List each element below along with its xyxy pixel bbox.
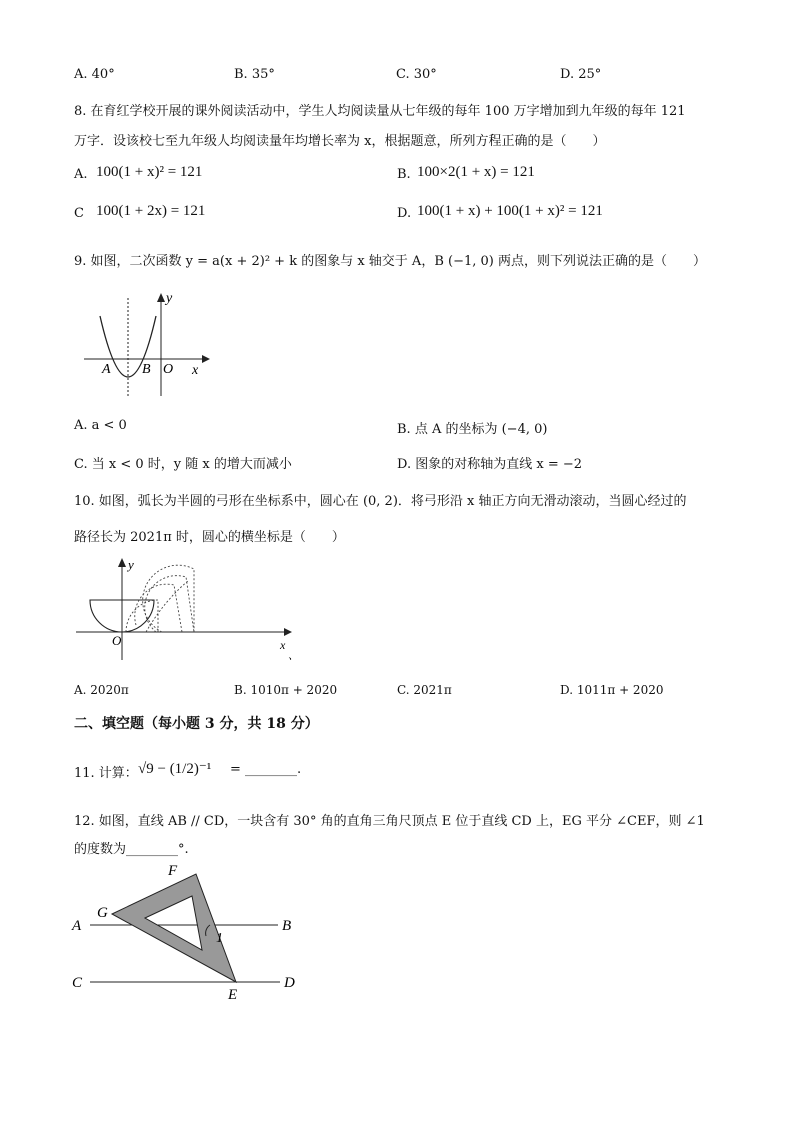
q7-option-c: C. 30° bbox=[396, 67, 437, 82]
q9-option-d: D. 图象的对称轴为直线 x = −2 bbox=[397, 457, 583, 472]
q9-option-c: C. 当 x < 0 时，y 随 x 的增大而减小 bbox=[74, 457, 292, 472]
q9-stem: 9. 如图，二次函数 y = a(x + 2)² + k 的图象与 x 轴交于 A，B (−1, 0) 两点，则下列说法正确的是（ ） bbox=[74, 254, 706, 269]
q10-option-c: C. 2021π bbox=[397, 683, 452, 697]
q8-option-a-label: A. bbox=[74, 167, 88, 182]
q10-y-arrow bbox=[118, 558, 126, 567]
q9-label-x: x bbox=[192, 363, 199, 378]
q10-segment-rolling-4 bbox=[143, 565, 194, 632]
q8-option-c: 100(1 + 2x) = 121 bbox=[96, 203, 206, 219]
q10-x-arrow bbox=[284, 628, 292, 636]
q9-parabola-figure bbox=[74, 288, 214, 403]
q10-option-d: D. 1011π + 2020 bbox=[560, 683, 664, 697]
q10-label-y: y bbox=[128, 557, 134, 572]
section-2-title: 二、填空题（每小题 3 分，共 18 分） bbox=[74, 716, 319, 732]
q9-label-y: y bbox=[166, 291, 173, 306]
q9-label-a: A bbox=[102, 362, 111, 377]
q11-prefix: 11. 计算： bbox=[74, 766, 138, 781]
q10-stem-line1: 10. 如图，弧长为半圆的弓形在坐标系中，圆心在 (0, 2)．将弓形沿 x 轴正方向无滑动滚动，当圆心经过的 bbox=[74, 494, 687, 509]
q12-label-a: A bbox=[72, 918, 82, 934]
q8-option-b: 100×2(1 + x) = 121 bbox=[417, 164, 535, 180]
q11-answer-blank: = ________. bbox=[230, 762, 302, 777]
q9-x-arrow bbox=[202, 355, 210, 363]
q12-label-e: E bbox=[228, 987, 238, 1003]
q9-option-b: B. 点 A 的坐标为 (−4, 0) bbox=[397, 422, 548, 437]
q12-label-b: B bbox=[282, 918, 292, 934]
q10-mark: 、 bbox=[288, 650, 299, 662]
q12-label-angle-1: 1 bbox=[216, 931, 223, 946]
q12-stem-line1: 12. 如图，直线 AB // CD，一块含有 30° 角的直角三角尺顶点 E 位于直线 CD 上，EG 平分 ∠CEF，则 ∠1 bbox=[74, 814, 705, 829]
q10-rolling-figure bbox=[76, 555, 299, 665]
q10-option-b: B. 1010π + 2020 bbox=[234, 683, 338, 697]
q10-label-o: O bbox=[112, 633, 122, 648]
q12-label-g: G bbox=[97, 905, 108, 921]
q7-option-a: A. 40° bbox=[74, 67, 115, 82]
q8-option-a: 100(1 + x)² = 121 bbox=[96, 164, 203, 180]
q10-stem-line2: 路径长为 2021π 时，圆心的横坐标是（ ） bbox=[74, 530, 345, 545]
q8-stem-line2: 万字．设该校七至九年级人均阅读量年均增长率为 x，根据题意，所列方程正确的是（ ） bbox=[74, 134, 606, 149]
q8-option-d-label: D. bbox=[397, 206, 412, 221]
q12-label-c: C bbox=[72, 975, 83, 991]
q8-stem-line1: 8. 在育红学校开展的课外阅读活动中，学生人均阅读量从七年级的每年 100 万字增加到九年级的每年 121 bbox=[74, 104, 686, 119]
q9-label-b: B bbox=[142, 362, 151, 377]
q8-option-c-label: C bbox=[74, 206, 84, 221]
q8-option-d: 100(1 + x) + 100(1 + x)² = 121 bbox=[417, 203, 603, 219]
q12-label-d: D bbox=[284, 975, 295, 991]
q10-option-a: A. 2020π bbox=[74, 683, 129, 697]
q8-option-b-label: B. bbox=[397, 167, 411, 182]
q12-set-square bbox=[112, 874, 236, 982]
q10-label-x: x bbox=[280, 638, 286, 652]
q11-expression: √9 − (1/2)⁻¹ bbox=[138, 761, 212, 777]
q7-option-d: D. 25° bbox=[560, 67, 602, 82]
q12-label-f: F bbox=[168, 863, 178, 879]
q12-triangle-figure bbox=[70, 860, 310, 1010]
q12-stem-line2: 的度数为________°. bbox=[74, 842, 189, 857]
q7-option-b: B. 35° bbox=[234, 67, 275, 82]
q9-label-o: O bbox=[163, 362, 174, 377]
q9-y-arrow bbox=[157, 293, 165, 302]
q9-option-a: A. a < 0 bbox=[74, 418, 127, 433]
